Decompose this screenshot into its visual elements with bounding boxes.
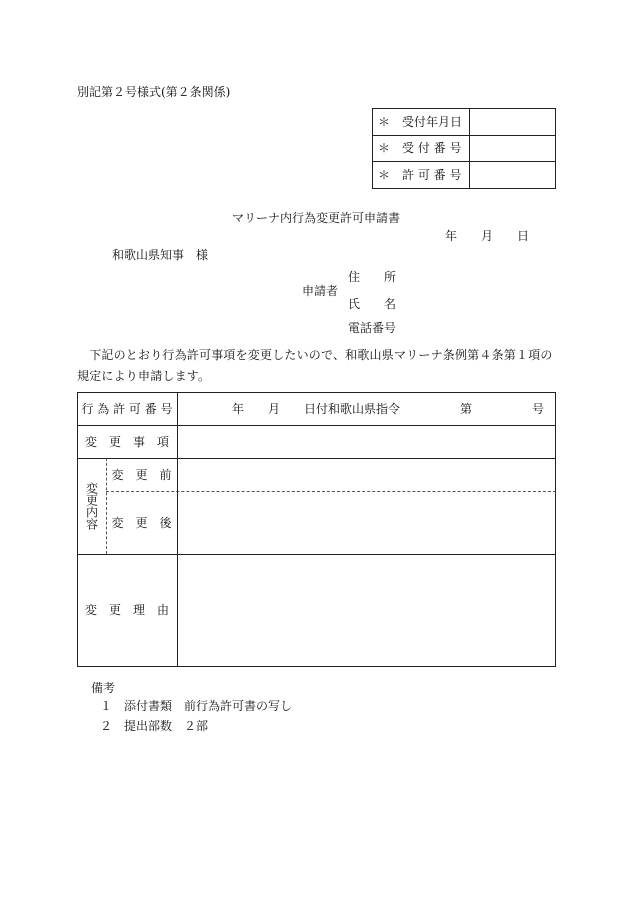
- change-reason-field: [178, 554, 555, 666]
- office-receipt-number-field: [470, 135, 555, 161]
- remarks-item: １ 添付書類 前行為許可書の写し: [100, 699, 293, 713]
- change-before-field: [178, 458, 555, 491]
- permit-number-field: 年 月 日付和歌山県指令 第 号: [232, 401, 545, 416]
- date-line: 年 月 日: [445, 229, 530, 243]
- office-permit-number-field: [470, 161, 555, 188]
- applicant-label: 申請者: [302, 284, 339, 298]
- remarks-item: ２ 提出部数 ２部: [100, 719, 209, 733]
- change-item-field: [178, 425, 555, 458]
- change-content-label: [77, 458, 106, 554]
- office-received-date-field: [470, 108, 555, 135]
- office-received-date-label: ＊ 受付年月日: [378, 114, 463, 129]
- change-after-field: [178, 491, 555, 554]
- applicant-address-label: 住 所: [348, 270, 397, 284]
- permit-number-label: 行 為 許 可 番 号: [81, 401, 173, 416]
- change-reason-label: 変 更 理 由: [84, 603, 169, 617]
- change-content-vertical-text: 変更内容: [84, 482, 99, 530]
- addressee: 和歌山県知事 様: [112, 248, 209, 262]
- change-after-label: 変 更 後: [111, 515, 172, 530]
- remarks-title: 備考: [91, 681, 116, 695]
- applicant-phone-label: 電話番号: [348, 321, 397, 335]
- change-item-label: 変 更 事 項: [84, 434, 169, 449]
- office-permit-number-label: ＊ 許 可 番 号: [378, 167, 462, 182]
- body-text-line: 下記のとおり行為許可事項を変更したいので、和歌山県マリーナ条例第４条第１項の: [77, 348, 553, 362]
- applicant-name-label: 氏 名: [348, 297, 397, 311]
- document-title: マリーナ内行為変更許可申請書: [232, 211, 401, 225]
- form-label: 別記第２号様式(第２条関係): [77, 85, 231, 99]
- office-receipt-number-label: ＊ 受 付 番 号: [378, 141, 462, 155]
- change-before-label: 変 更 前: [111, 467, 172, 482]
- body-text-line: 規定により申請します。: [77, 369, 211, 383]
